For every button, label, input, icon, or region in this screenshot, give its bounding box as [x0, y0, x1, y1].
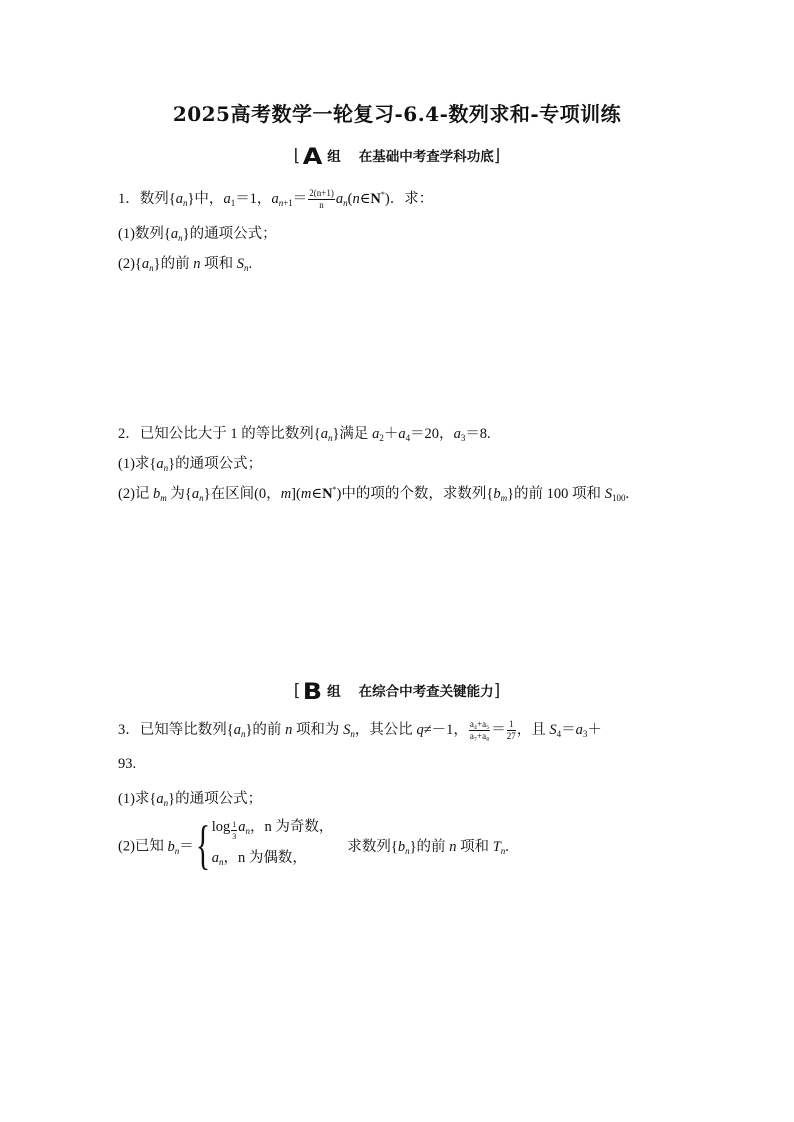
question-3-stem-cont: 93. — [118, 756, 137, 772]
question-1-part-2: $(2)\{a_n\}$的前 n 项和 $S_n$. — [118, 256, 253, 273]
group-a-label: 组 — [327, 149, 341, 165]
question-3-part-1: (1)求$\{a_n\}$的通项公式； — [118, 791, 263, 808]
group-b-badge: B — [303, 680, 323, 705]
group-a-desc: 在基础中考查学科功底 — [358, 149, 494, 165]
piecewise-cases: log $\frac{1}{3}$ $a_n$，n 为奇数， $a_n$，n 为偶数， — [211, 819, 334, 867]
question-2-number: 2． — [118, 426, 140, 442]
question-2-part-2: (2)记 $b_m$ 为$\{a_n\}$在区间(0，m](m∈N*)中的项的个数，求数列$\{b_m\}$的前 100 项和 $S_{100}$. — [118, 485, 630, 503]
group-a-header: ⌊ A 组 在基础中考查学科功底⌋ — [293, 145, 501, 170]
log-base-fraction: $\frac{1}{3}$ — [232, 820, 237, 841]
question-3-part-2: (2)已知 $b_n=${ log $\frac{1}{3}$ $a_n$，n 为奇数， $a_n$，n 为偶数， 求数列$\{b_n\}$的前 n 项和 $T_n$. — [118, 815, 509, 875]
question-1-number: 1． — [118, 191, 140, 207]
question-3-stem: 3．已知等比数列$\{a_n\}$的前 n 项和为 $S_n$，其公比 q≠－1， $\frac{\text{a₄+a₅}}{\text{a₇+a₈}}$ ＝ $\frac{1}{27}$ ，且 $S_4=a_3+$ — [118, 719, 602, 742]
question-1-part-1: (1)数列$\{a_n\}$的通项公式； — [118, 226, 277, 243]
group-b-header: [ B 组 在综合中考查关键能力] — [293, 680, 501, 705]
page-title: 2025高考数学一轮复习-6.4-数列求和-专项训练 — [172, 102, 622, 126]
q1-fraction: $\frac{2(n+1)}{n}$ — [309, 188, 334, 211]
group-b-desc: 在综合中考查关键能力 — [358, 684, 494, 700]
group-b-label: 组 — [327, 684, 341, 700]
question-2-part-1: (1)求$\{a_n\}$的通项公式； — [118, 456, 263, 473]
question-1-stem: 1．数列$\{a_n\}$中，$a_1=1$，$a_{n+1}=$ $\frac{2(n+1)}{n}$ $a_n(n\in N^*)$．求： — [118, 188, 434, 211]
group-a-badge: A — [302, 145, 323, 170]
piecewise-brace: { — [195, 815, 210, 875]
q3-fraction-2: $\frac{1}{27}$ — [506, 719, 516, 742]
question-3-number: 3． — [118, 722, 140, 738]
question-2-stem: 2．已知公比大于 1 的等比数列$\{a_n\}$满足 $a_2+a_4=20$，$a_3=8$. — [118, 426, 491, 443]
q3-fraction-1: $\frac{\text{a₄+a₅}}{\text{a₇+a₈}}$ — [469, 719, 490, 742]
